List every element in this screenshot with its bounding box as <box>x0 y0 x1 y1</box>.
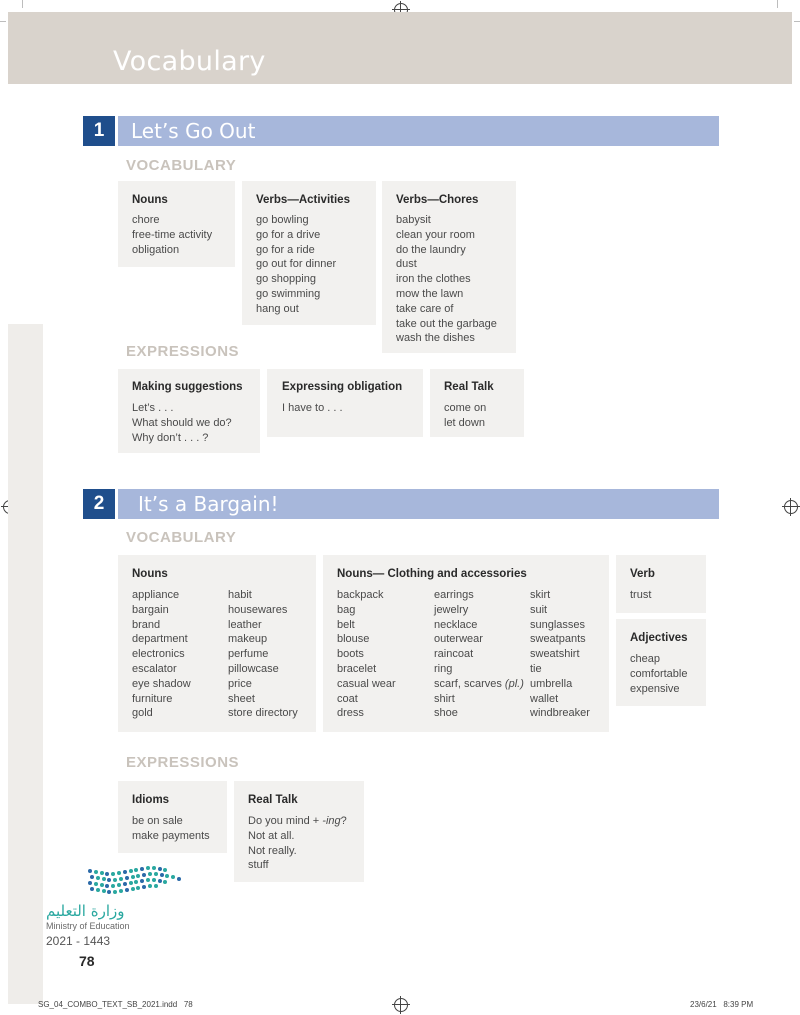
logo-dot <box>96 888 100 892</box>
word: go for a drive <box>256 228 321 241</box>
word: jewelry <box>434 603 469 616</box>
logo-dot <box>113 890 117 894</box>
making-suggestions-box <box>118 369 260 453</box>
word: I have to . . . <box>282 402 343 414</box>
box-heading: Real Talk <box>444 381 494 393</box>
logo-dot <box>142 885 146 889</box>
word: bag <box>337 603 356 616</box>
word-list <box>256 213 336 317</box>
word-list <box>630 652 687 696</box>
word-list <box>228 588 298 721</box>
word-list <box>132 401 232 445</box>
logo-dot <box>90 887 94 891</box>
word-list <box>630 588 651 603</box>
logo-dot <box>129 869 133 873</box>
logo-dot <box>102 877 106 881</box>
box-heading: Real Talk <box>248 794 298 806</box>
vocabulary-label: VOCABULARY <box>126 529 237 546</box>
box-heading: Nouns— Clothing and accessories <box>337 568 527 580</box>
word: Let’s . . . <box>132 402 174 414</box>
logo-dot <box>171 875 175 879</box>
word-emphasis: -ing <box>322 815 341 827</box>
box-heading: Making suggestions <box>132 381 243 393</box>
word: windbreaker <box>530 707 590 720</box>
logo-dot <box>96 876 100 880</box>
word: housewares <box>228 603 288 616</box>
word: be on sale <box>132 815 183 827</box>
verbs-activities-box <box>242 181 376 325</box>
word: expensive <box>630 682 680 695</box>
logo-dot <box>100 871 104 875</box>
word: sweatshirt <box>530 648 580 661</box>
logo-dot <box>134 868 138 872</box>
page-title: Vocabulary <box>113 46 266 77</box>
word: trust <box>630 589 652 601</box>
word: belt <box>337 618 355 631</box>
word: bargain <box>132 603 169 616</box>
word: dust <box>396 258 417 271</box>
word: make payments <box>132 829 210 842</box>
word <box>434 677 524 692</box>
expressing-obligation-box <box>267 369 423 437</box>
logo-dot <box>131 887 135 891</box>
box-heading: Verbs—Chores <box>396 194 479 206</box>
trim-mark <box>794 21 800 22</box>
logo-dot <box>90 875 94 879</box>
word: appliance <box>132 589 180 601</box>
word: earrings <box>434 589 474 601</box>
logo-dot <box>111 884 115 888</box>
trim-mark <box>22 0 23 8</box>
word: take care of <box>396 302 454 315</box>
word: go bowling <box>256 214 309 226</box>
word: cheap <box>630 653 660 665</box>
logo-dot <box>88 881 92 885</box>
word: let down <box>444 416 485 429</box>
idioms-box <box>118 781 227 853</box>
logo-dot <box>146 878 150 882</box>
word: pillowcase <box>228 662 279 675</box>
logo-dot <box>94 870 98 874</box>
logo-dot <box>140 867 144 871</box>
word: go swimming <box>256 287 321 300</box>
logo-dot <box>140 879 144 883</box>
logo-dot <box>163 868 167 872</box>
word: escalator <box>132 662 177 675</box>
logo-dot <box>117 883 121 887</box>
word: necklace <box>434 618 478 631</box>
nouns-box <box>118 555 316 732</box>
word: price <box>228 677 252 690</box>
word: free-time activity <box>132 228 213 241</box>
logo-dot <box>100 883 104 887</box>
footer-file: SG_04_COMBO_TEXT_SB_2021.indd 78 <box>38 1000 193 1009</box>
logo-dot <box>142 873 146 877</box>
word: bracelet <box>337 662 377 675</box>
logo-dot <box>94 882 98 886</box>
word: shoe <box>434 707 458 720</box>
logo-dot <box>152 866 156 870</box>
word-list <box>337 588 396 721</box>
word-list <box>132 213 212 257</box>
word <box>248 814 347 829</box>
word: sweatpants <box>530 633 586 646</box>
word: brand <box>132 618 161 631</box>
word: ring <box>434 662 453 675</box>
word-list <box>282 401 343 416</box>
verbs-chores-box <box>382 181 516 353</box>
logo-dot <box>154 872 158 876</box>
logo-dot <box>131 875 135 879</box>
verb-box <box>616 555 706 613</box>
word: leather <box>228 618 262 631</box>
logo-dot <box>148 872 152 876</box>
word: shirt <box>434 692 455 705</box>
word: clean your room <box>396 228 475 241</box>
word: backpack <box>337 589 384 601</box>
word: habit <box>228 589 252 601</box>
word: obligation <box>132 243 180 256</box>
ministry-name-english: Ministry of Education <box>46 921 130 931</box>
unit-title: Let’s Go Out <box>131 119 256 143</box>
word-list <box>396 213 497 346</box>
word: casual wear <box>337 677 396 690</box>
logo-dot <box>102 889 106 893</box>
logo-dot <box>113 878 117 882</box>
trim-mark <box>777 0 778 8</box>
box-heading: Nouns <box>132 568 168 580</box>
word: suit <box>530 603 548 616</box>
word-text: ? <box>340 815 347 827</box>
unit-number: 1 <box>83 116 115 146</box>
logo-dot <box>158 879 162 883</box>
word: wallet <box>530 692 559 705</box>
word: skirt <box>530 589 551 601</box>
word: wash the dishes <box>396 332 475 345</box>
footer-date: 23/6/21 8:39 PM <box>690 1000 754 1009</box>
word: dress <box>337 707 364 720</box>
box-heading: Nouns <box>132 194 168 206</box>
box-heading: Verbs—Activities <box>256 194 350 206</box>
logo-dot <box>105 872 109 876</box>
logo-dot <box>119 877 123 881</box>
clothing-box <box>323 555 609 732</box>
ministry-year: 2021 - 1443 <box>46 934 111 948</box>
word: chore <box>132 214 160 226</box>
logo-dot <box>125 876 129 880</box>
real-talk-box <box>430 369 524 437</box>
word-text: scarf, scarves <box>434 677 502 690</box>
word: go for a ride <box>256 243 315 256</box>
logo-dot <box>123 882 127 886</box>
word: Why don’t . . . ? <box>132 431 209 444</box>
unit-title: It’s a Bargain! <box>138 492 279 516</box>
box-heading: Expressing obligation <box>282 381 403 393</box>
expressions-label: EXPRESSIONS <box>126 754 240 771</box>
word-list <box>444 401 486 431</box>
logo-dot <box>163 880 167 884</box>
logo-dot <box>160 873 164 877</box>
word: comfortable <box>630 667 688 680</box>
word: tie <box>530 662 542 675</box>
word: do the laundry <box>396 243 466 256</box>
word: come on <box>444 402 487 414</box>
word: stuff <box>248 859 269 872</box>
word: babysit <box>396 214 431 226</box>
word: What should we do? <box>132 416 232 429</box>
ministry-logo-icon <box>88 866 180 894</box>
real-talk-box <box>234 781 364 882</box>
word-list <box>132 814 210 844</box>
registration-mark-icon <box>394 998 408 1012</box>
word: go out for dinner <box>256 258 337 271</box>
registration-mark-icon <box>784 500 798 514</box>
word: outerwear <box>434 633 483 646</box>
word: iron the clothes <box>396 273 471 286</box>
word: eye shadow <box>132 677 191 690</box>
box-heading: Idioms <box>132 794 170 806</box>
word: hang out <box>256 302 299 315</box>
logo-dot <box>177 877 181 881</box>
word-list <box>132 588 191 721</box>
word: mow the lawn <box>396 287 464 300</box>
word-list <box>434 588 524 721</box>
logo-dot <box>148 884 152 888</box>
logo-dot <box>123 870 127 874</box>
page-number: 78 <box>79 953 95 969</box>
word: sunglasses <box>530 618 586 631</box>
logo-dot <box>152 878 156 882</box>
box-heading: Verb <box>630 568 655 580</box>
word: raincoat <box>434 648 474 661</box>
word: coat <box>337 692 358 705</box>
word: department <box>132 633 188 646</box>
logo-dot <box>158 867 162 871</box>
logo-dot <box>134 880 138 884</box>
word-text: Do you mind + <box>248 815 323 827</box>
logo-dot <box>146 866 150 870</box>
ministry-name-arabic: وزارة التعليم <box>46 902 125 920</box>
word-list <box>248 814 347 873</box>
word: umbrella <box>530 677 573 690</box>
logo-dot <box>125 888 129 892</box>
word: go shopping <box>256 273 316 286</box>
logo-dot <box>165 874 169 878</box>
word: perfume <box>228 648 269 661</box>
logo-dot <box>154 884 158 888</box>
logo-dot <box>136 886 140 890</box>
word: electronics <box>132 648 185 661</box>
unit-title-band <box>118 489 719 519</box>
left-margin-strip <box>8 324 43 1004</box>
logo-dot <box>107 890 111 894</box>
word: boots <box>337 648 364 661</box>
box-heading: Adjectives <box>630 632 688 644</box>
word: sheet <box>228 692 255 705</box>
adjectives-box <box>616 619 706 706</box>
plural-note: (pl.) <box>504 677 524 690</box>
logo-dot <box>119 889 123 893</box>
trim-mark <box>0 21 6 22</box>
unit-title-band <box>118 116 719 146</box>
expressions-label: EXPRESSIONS <box>126 343 240 360</box>
logo-dot <box>107 878 111 882</box>
word: blouse <box>337 633 370 646</box>
vocabulary-label: VOCABULARY <box>126 157 237 174</box>
logo-dot <box>136 874 140 878</box>
logo-dot <box>129 881 133 885</box>
word: furniture <box>132 692 173 705</box>
word: store directory <box>228 707 298 720</box>
nouns-box <box>118 181 235 267</box>
logo-dot <box>111 872 115 876</box>
word: Not at all. <box>248 829 295 842</box>
word: gold <box>132 707 153 720</box>
logo-dot <box>105 884 109 888</box>
word: Not really. <box>248 844 297 857</box>
word: take out the garbage <box>396 317 497 330</box>
word: makeup <box>228 633 268 646</box>
logo-dot <box>117 871 121 875</box>
logo-dot <box>88 869 92 873</box>
unit-number: 2 <box>83 489 115 519</box>
word-list <box>530 588 590 721</box>
